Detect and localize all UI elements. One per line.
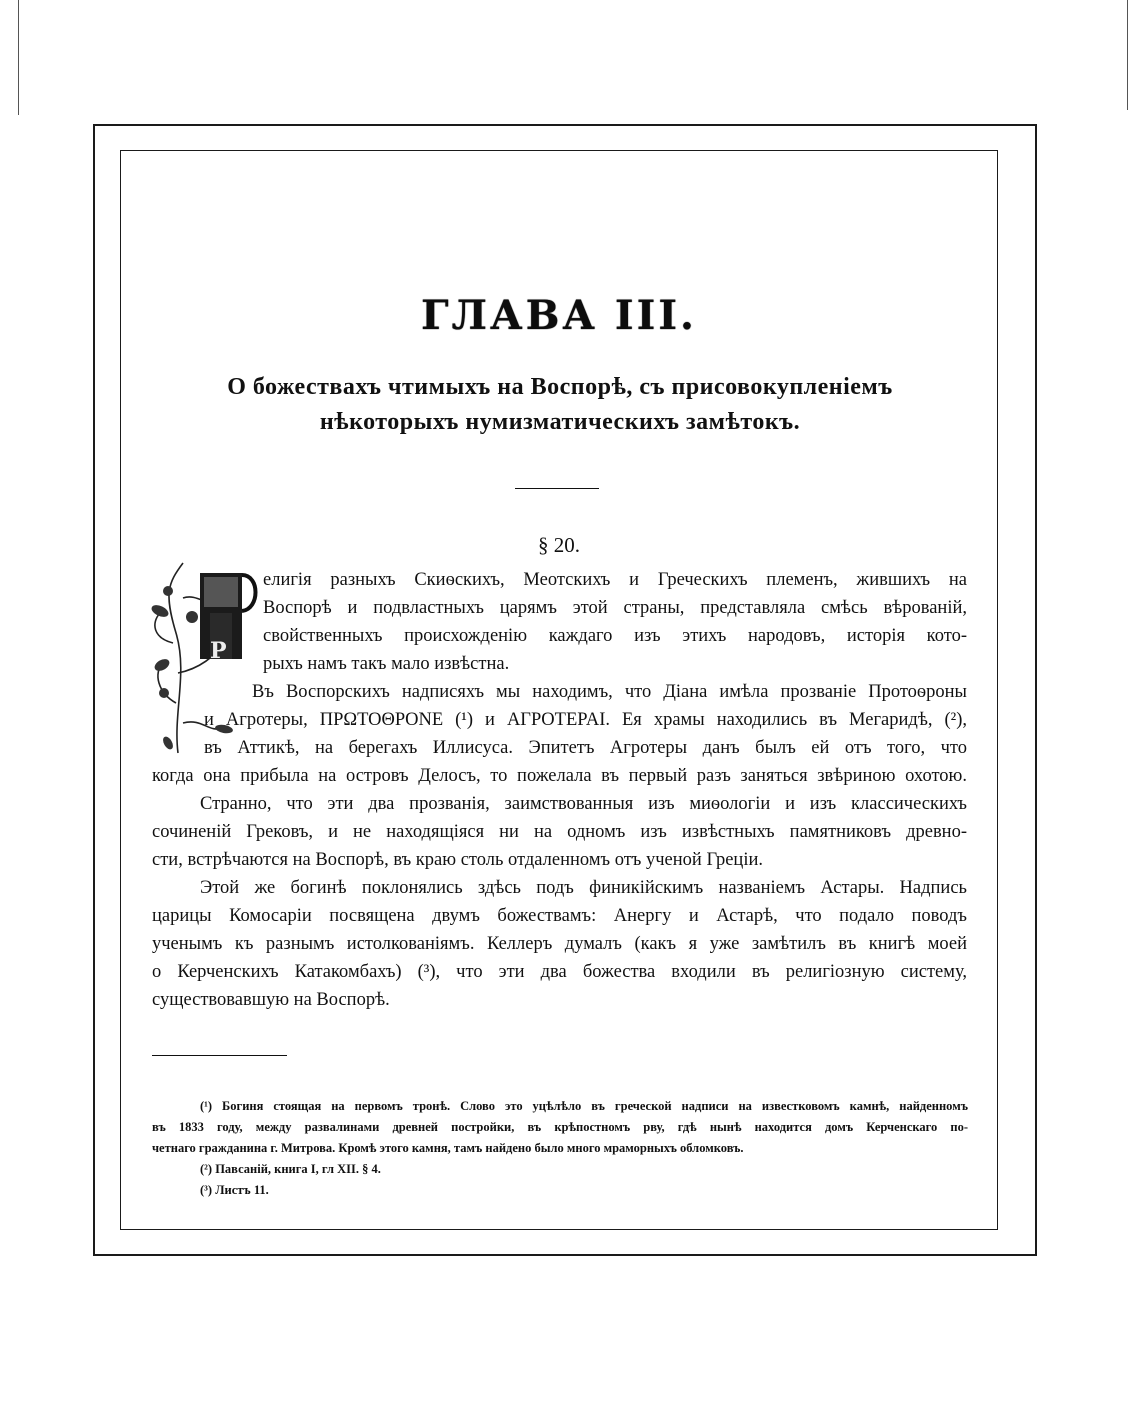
chapter-title xyxy=(120,292,998,339)
footnote-line: (³) Листъ 11. xyxy=(200,1183,269,1197)
body-line: ученымъ къ разнымъ истолкованіямъ. Келлеръ думалъ (какъ я уже замѣтилъ въ книгѣ моей xyxy=(152,934,967,954)
chapter-title-text: ГЛАВА III. xyxy=(421,292,697,339)
body-line: существовавшую на Воспорѣ. xyxy=(152,990,390,1010)
body-line: Странно, что эти два прозванія, заимствованныя изъ миѳологіи и изъ классическихъ xyxy=(200,794,967,814)
chapter-subtitle xyxy=(140,370,980,440)
footnote-divider xyxy=(152,1055,287,1056)
body-line: Въ Воспорскихъ надписяхъ мы находимъ, что Діана имѣла прозваніе Протоѳроны xyxy=(252,682,967,702)
body-line: сочиненій Грековъ, и не находящіяся ни на одномъ изъ извѣстныхъ памятниковъ древно- xyxy=(152,822,967,842)
right-margin-mark xyxy=(1127,0,1128,110)
footnote-line: (¹) Богиня стоящая на первомъ тронѣ. Слово это уцѣлѣло въ греческой надписи на известковомъ камнѣ, найденномъ xyxy=(200,1099,968,1113)
body-line: въ Аттикѣ, на берегахъ Иллисуса. Эпитетъ Агротеры данъ былъ ей отъ того, что xyxy=(204,738,967,758)
body-line: и Агротеры, ΠΡΩΤΟΘΡΟΝΕ (¹) и ΑΓΡΟΤΕΡΑΙ. Ея храмы находились въ Мегаридѣ, (²), xyxy=(204,710,967,730)
subtitle-line-1: О божествахъ чтимыхъ на Воспорѣ, съ присовокупленіемъ xyxy=(227,374,893,400)
svg-text:Р: Р xyxy=(210,638,227,664)
body-line: когда она прибыла на островъ Делосъ, то пожелала въ первый разъ заняться звѣриною охотою. xyxy=(152,766,967,786)
footnote-line: въ 1833 году, между развалинами древней постройки, въ крѣпостномъ рву, гдѣ нынѣ находится домъ Керченскаго по- xyxy=(152,1120,968,1134)
body-line: сти, встрѣчаются на Воспорѣ, въ краю столь отдаленномъ отъ ученой Греціи. xyxy=(152,850,763,870)
left-margin-mark xyxy=(18,0,19,115)
body-line: свойственныхъ происхожденію каждаго изъ этихъ народовъ, исторія кото- xyxy=(263,626,967,646)
footnote-line: (²) Павсаній, книга I, гл XII. § 4. xyxy=(200,1162,381,1176)
body-line: рыхъ намъ такъ мало извѣстна. xyxy=(263,654,510,674)
body-line: Этой же богинѣ поклонялись здѣсь подъ финикійскимъ названіемъ Астары. Надпись xyxy=(200,878,967,898)
body-line: елигія разныхъ Скиѳскихъ, Меотскихъ и Греческихъ племенъ, жившихъ на xyxy=(263,570,967,590)
body-line: царицы Комосаріи посвящена двумъ божествамъ: Анергу и Астарѣ, что подало поводъ xyxy=(152,906,967,926)
section-number: § 20. xyxy=(538,533,580,557)
title-divider xyxy=(515,488,599,489)
footnote-line: четнаго гражданина г. Митрова. Кромѣ этого камня, тамъ найдено было много мраморныхъ обломковъ. xyxy=(152,1141,744,1155)
subtitle-line-2: нѣкоторыхъ нумизматическихъ замѣтокъ. xyxy=(319,409,801,435)
body-line: Воспорѣ и подвластныхъ царямъ этой страны, представляла смѣсь вѣрованій, xyxy=(263,598,967,618)
body-line: о Керченскихъ Катакомбахъ) (³), что эти два божества входили въ религіозную систему, xyxy=(152,962,967,982)
